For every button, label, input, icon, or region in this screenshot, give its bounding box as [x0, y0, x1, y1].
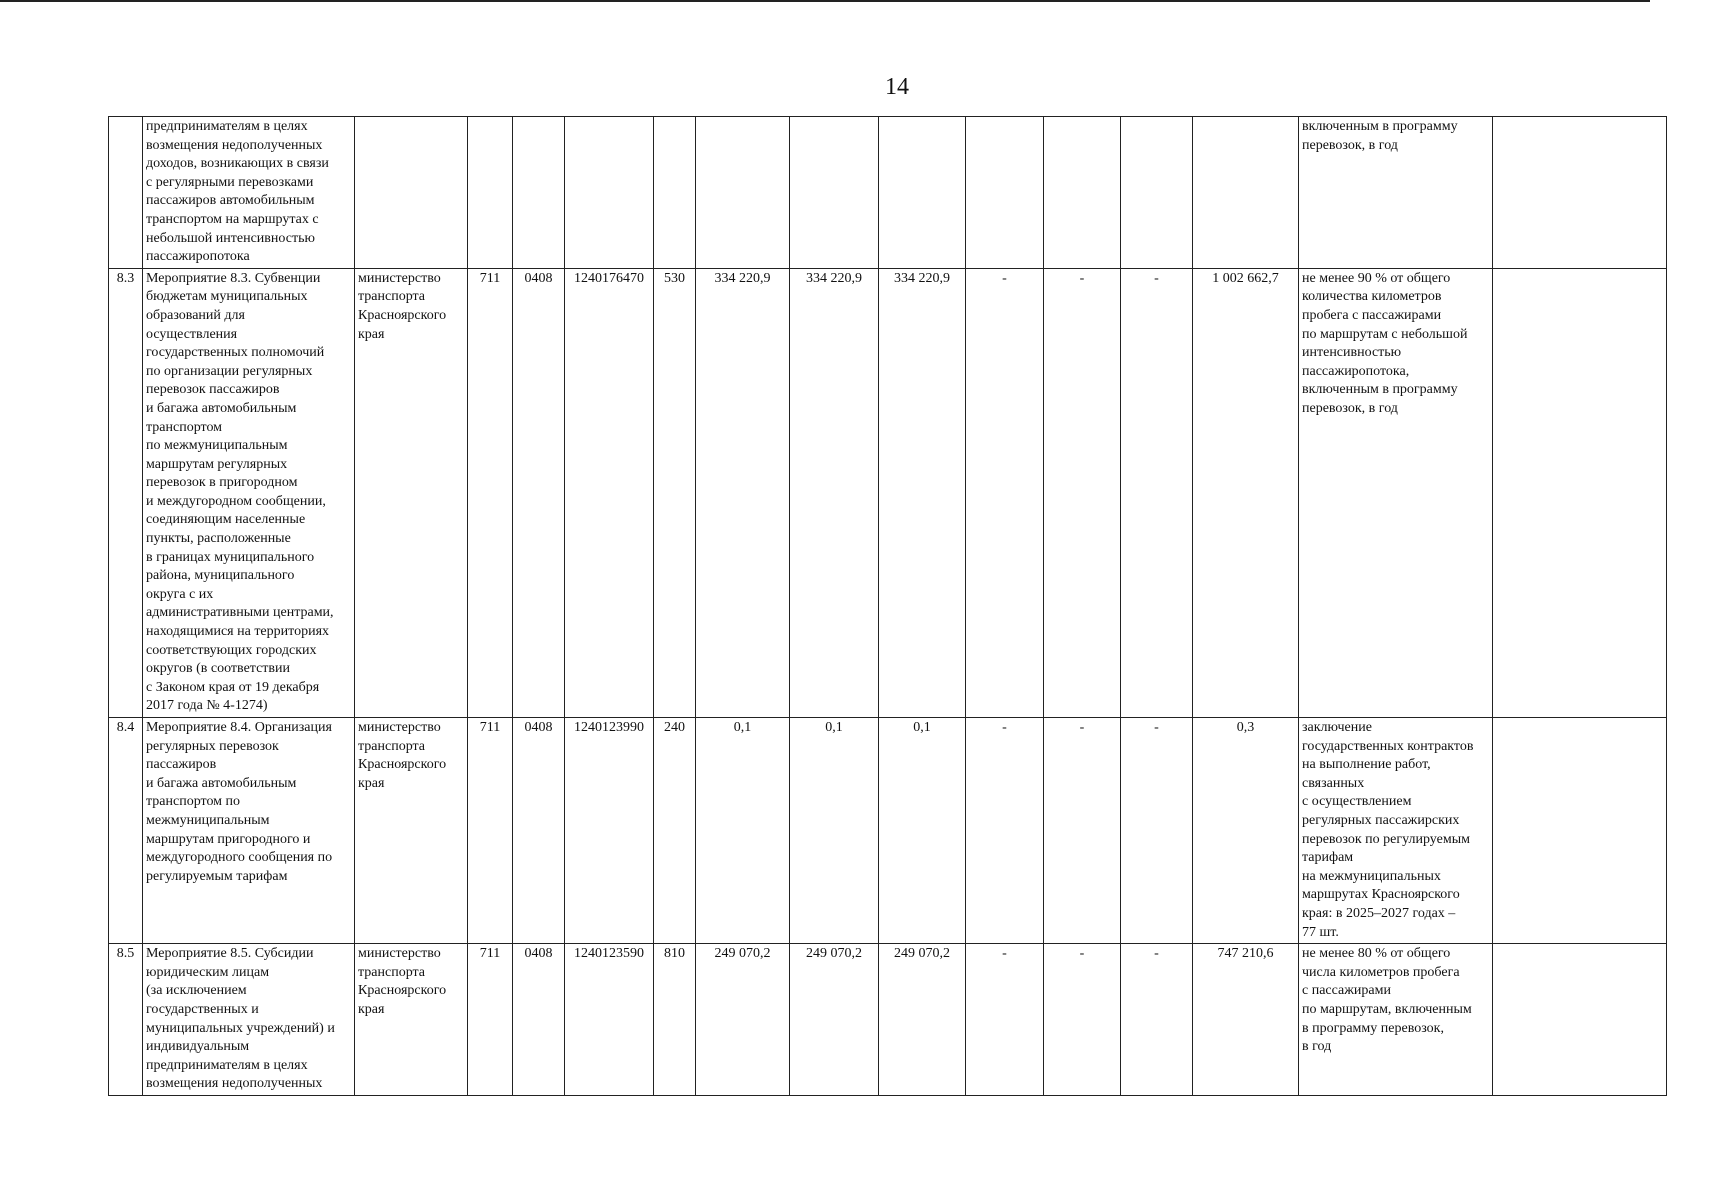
extra-3-cell: -	[1121, 944, 1193, 1096]
rzpr-code-cell: 0408	[513, 944, 565, 1096]
amount-2027-cell: 334 220,9	[879, 268, 966, 717]
last-column-cell	[1493, 718, 1667, 944]
row-number-cell: 8.5	[109, 944, 143, 1096]
page-top-border	[0, 0, 1650, 2]
last-column-cell	[1493, 117, 1667, 269]
row-number-cell: 8.3	[109, 268, 143, 717]
amount-2027-cell: 249 070,2	[879, 944, 966, 1096]
grbs-code-cell	[468, 117, 513, 269]
amount-2025-cell: 249 070,2	[696, 944, 790, 1096]
vr-code-cell: 810	[654, 944, 696, 1096]
expected-result-cell: не менее 80 % от общего числа километров пробега с пассажирами по маршрутам, включенным в программу перевозок, в год	[1299, 944, 1493, 1096]
amount-2026-cell: 249 070,2	[790, 944, 879, 1096]
extra-1-cell: -	[966, 944, 1044, 1096]
grbs-code-cell: 711	[468, 718, 513, 944]
extra-1-cell: -	[966, 718, 1044, 944]
executor-cell: министерство транспорта Красноярского края	[355, 268, 468, 717]
csr-code-cell: 1240123590	[565, 944, 654, 1096]
extra-3-cell	[1121, 117, 1193, 269]
amount-2027-cell	[879, 117, 966, 269]
csr-code-cell	[565, 117, 654, 269]
extra-3-cell: -	[1121, 268, 1193, 717]
page-number: 14	[885, 74, 909, 100]
program-activities-table	[108, 116, 1667, 1096]
row-number-cell: 8.4	[109, 718, 143, 944]
grbs-code-cell: 711	[468, 944, 513, 1096]
expected-result-cell: включенным в программу перевозок, в год	[1299, 117, 1493, 269]
table-row	[109, 718, 1667, 944]
table-row	[109, 117, 1667, 269]
last-column-cell	[1493, 268, 1667, 717]
csr-code-cell: 1240123990	[565, 718, 654, 944]
extra-2-cell	[1044, 117, 1121, 269]
expected-result-cell: не менее 90 % от общего количества километров пробега с пассажирами по маршрутам с небольшой интенсивностью пассажиропотока, включенным в программу перевозок, в год	[1299, 268, 1493, 717]
vr-code-cell: 240	[654, 718, 696, 944]
rzpr-code-cell: 0408	[513, 718, 565, 944]
extra-3-cell: -	[1121, 718, 1193, 944]
extra-2-cell: -	[1044, 268, 1121, 717]
amount-2025-cell: 334 220,9	[696, 268, 790, 717]
table-frame	[108, 116, 1667, 1096]
last-column-cell	[1493, 944, 1667, 1096]
vr-code-cell: 530	[654, 268, 696, 717]
table-row	[109, 268, 1667, 717]
executor-cell: министерство транспорта Красноярского края	[355, 718, 468, 944]
table-row	[109, 944, 1667, 1096]
csr-code-cell: 1240176470	[565, 268, 654, 717]
row-number-cell	[109, 117, 143, 269]
total-cell: 0,3	[1193, 718, 1299, 944]
grbs-code-cell: 711	[468, 268, 513, 717]
rzpr-code-cell	[513, 117, 565, 269]
activity-name-cell: Мероприятие 8.3. Субвенции бюджетам муниципальных образований для осуществления государственных полномочий по организации регулярных перевозок пассажиров и багажа автомобильным транспортом по межмуниципальным маршрутам регулярных перевозок в пригородном и междугородном сообщении, соединяющим населенные пункты, расположенные в границах муниципального района, муниципального округа с их административными центрами, находящимися на территориях соответствующих городских округов (в соответствии с Законом края от 19 декабря 2017 года № 4-1274)	[143, 268, 355, 717]
rzpr-code-cell: 0408	[513, 268, 565, 717]
total-cell: 747 210,6	[1193, 944, 1299, 1096]
activity-name-cell: Мероприятие 8.4. Организация регулярных перевозок пассажиров и багажа автомобильным транспортом по межмуниципальным маршрутам пригородного и междугородного сообщения по регулируемым тарифам	[143, 718, 355, 944]
amount-2026-cell: 334 220,9	[790, 268, 879, 717]
amount-2026-cell: 0,1	[790, 718, 879, 944]
extra-1-cell	[966, 117, 1044, 269]
executor-cell: министерство транспорта Красноярского края	[355, 944, 468, 1096]
vr-code-cell	[654, 117, 696, 269]
executor-cell	[355, 117, 468, 269]
expected-result-cell: заключение государственных контрактов на выполнение работ, связанных с осуществлением регулярных пассажирских перевозок по регулируемым тарифам на межмуниципальных маршрутах Красноярского края: в 2025–2027 годах – 77 шт.	[1299, 718, 1493, 944]
extra-2-cell: -	[1044, 944, 1121, 1096]
extra-2-cell: -	[1044, 718, 1121, 944]
total-cell: 1 002 662,7	[1193, 268, 1299, 717]
extra-1-cell: -	[966, 268, 1044, 717]
total-cell	[1193, 117, 1299, 269]
amount-2026-cell	[790, 117, 879, 269]
amount-2027-cell: 0,1	[879, 718, 966, 944]
activity-name-cell: предпринимателям в целях возмещения недополученных доходов, возникающих в связи с регулярными перевозками пассажиров автомобильным транспортом на маршрутах с небольшой интенсивностью пассажиропотока	[143, 117, 355, 269]
amount-2025-cell	[696, 117, 790, 269]
amount-2025-cell: 0,1	[696, 718, 790, 944]
activity-name-cell: Мероприятие 8.5. Субсидии юридическим лицам (за исключением государственных и муниципальных учреждений) и индивидуальным предпринимателям в целях возмещения недополученных	[143, 944, 355, 1096]
